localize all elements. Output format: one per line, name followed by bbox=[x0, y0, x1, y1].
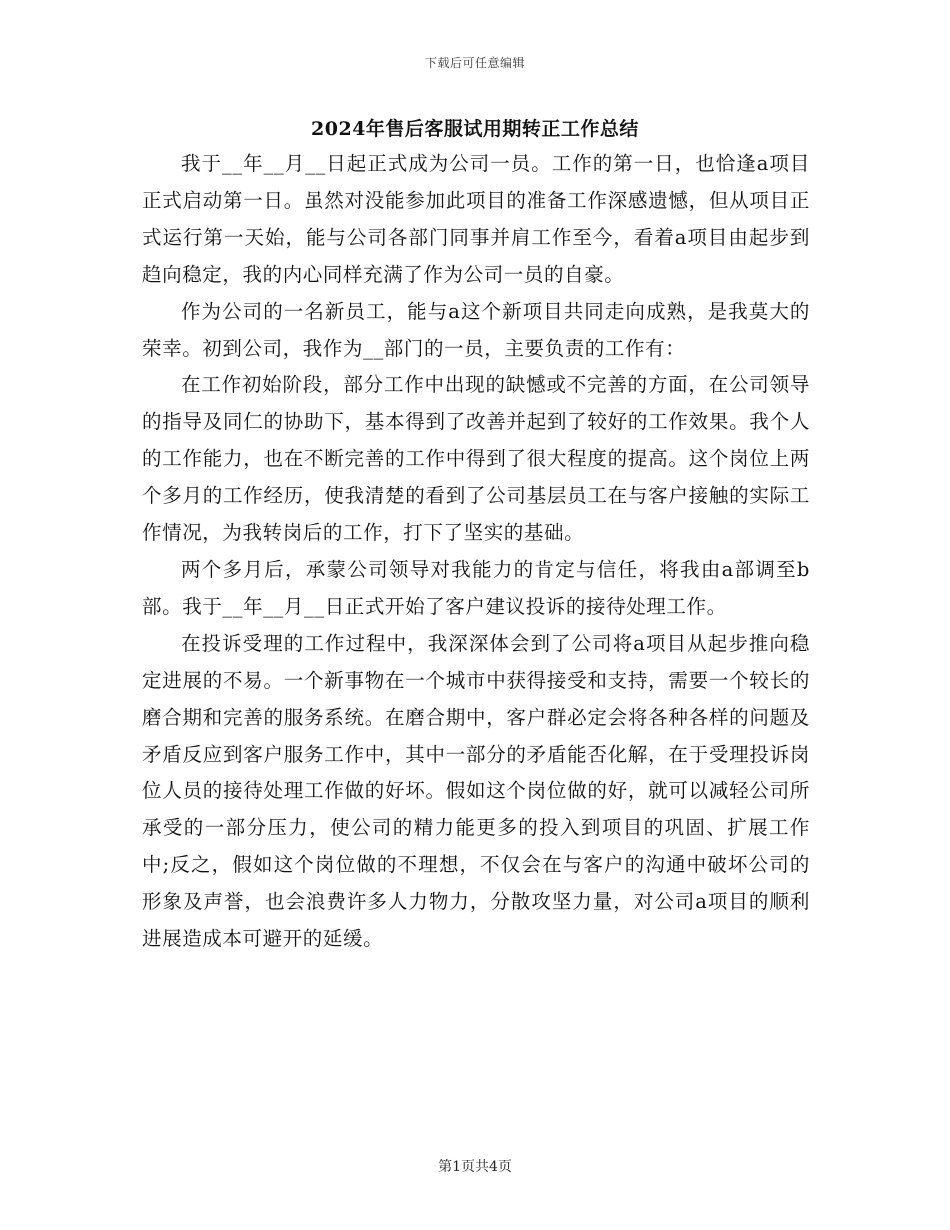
paragraph-2: 作为公司的一名新员工，能与a这个新项目共同走向成熟，是我莫大的荣幸。初到公司，我作为__部门的一员，主要负责的工作有： bbox=[142, 299, 810, 360]
paragraph-4: 两个多月后，承蒙公司领导对我能力的肯定与信任，将我由a部调至b部。我于__年__月__日正式开始了客户建议投诉的接待处理工作。 bbox=[142, 557, 810, 618]
document-body bbox=[142, 146, 810, 958]
paragraph-3: 在工作初始阶段，部分工作中出现的缺憾或不完善的方面，在公司领导的指导及同仁的协助下，基本得到了改善并起到了较好的工作效果。我个人的工作能力，也在不断完善的工作中得到了很大程度的提高。这个岗位上两个多月的工作经历，使我清楚的看到了公司基层员工在与客户接触的实际工作情况，为我转岗后的工作，打下了坚实的基础。 bbox=[142, 373, 810, 545]
page-number: 第1页共4页 bbox=[438, 1159, 512, 1175]
paragraph-1: 我于__年__月__日起正式成为公司一员。工作的第一日，也恰逢a项目正式启动第一日。虽然对没能参加此项目的准备工作深感遗憾，但从项目正式运行第一天始，能与公司各部门同事并肩工作至今，看着a项目由起步到趋向稳定，我的内心同样充满了作为公司一员的自豪。 bbox=[142, 152, 810, 286]
paragraph-5: 在投诉受理的工作过程中，我深深体会到了公司将a项目从起步推向稳定进展的不易。一个新事物在一个城市中获得接受和支持，需要一个较长的磨合期和完善的服务系统。在磨合期中，客户群必定会将各种各样的问题及矛盾反应到客户服务工作中，其中一部分的矛盾能否化解，在于受理投诉岗位人员的接待处理工作做的好坏。假如这个岗位做的好，就可以减轻公司所承受的一部分压力，使公司的精力能更多的投入到项目的巩固、扩展工作中;反之，假如这个岗位做的不理想，不仅会在与客户的沟通中破坏公司的形象及声誉，也会浪费许多人力物力，分散攻坚力量，对公司a项目的顺利进展造成本可避开的延缓。 bbox=[142, 631, 810, 951]
document-title: 2024年售后客服试用期转正工作总结 bbox=[311, 118, 639, 140]
header-note: 下载后可任意编辑 bbox=[424, 56, 525, 70]
